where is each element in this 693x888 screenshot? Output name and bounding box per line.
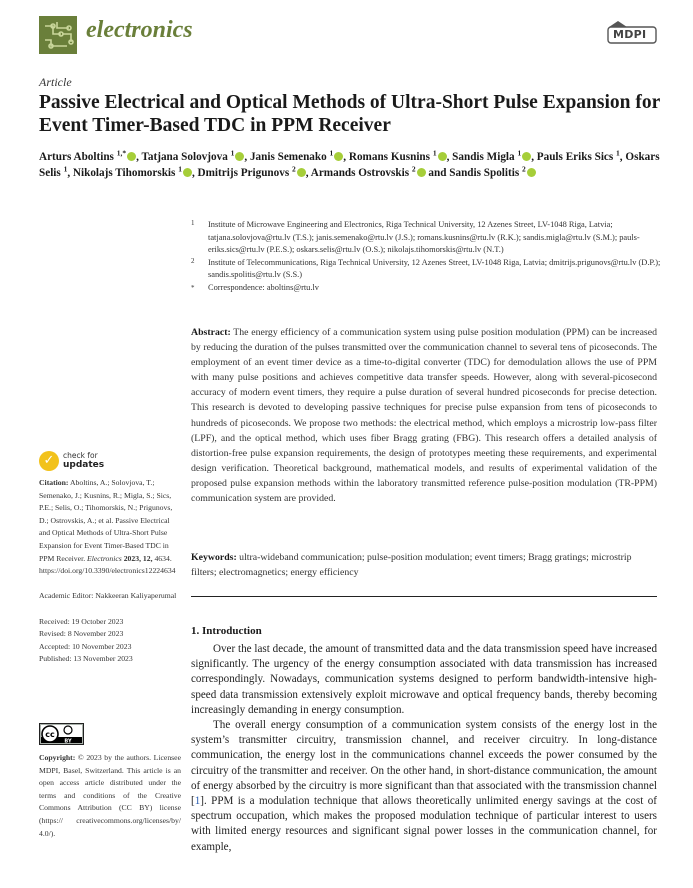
article-type: Article: [39, 75, 72, 89]
affiliation-number: *: [191, 283, 195, 292]
author[interactable]: [452, 148, 531, 163]
orcid-icon[interactable]: [438, 152, 447, 161]
svg-text:cc: cc: [45, 730, 55, 739]
author-affiliation-sup: 1: [432, 148, 437, 158]
affiliation-2: [191, 257, 661, 282]
keywords-label: Keywords:: [191, 552, 237, 563]
author-affiliation-sup: 2: [522, 164, 526, 174]
author[interactable]: [39, 148, 136, 163]
author-affiliation-sup: 1: [178, 164, 182, 174]
mdpi-logo-icon: [607, 19, 657, 45]
sidebar-info: [39, 477, 181, 666]
affiliation-text: Correspondence: aboltins@rtu.lv: [208, 282, 319, 292]
author-affiliation-sup: 1,*: [116, 148, 127, 158]
divider: [191, 596, 657, 597]
affiliation-number: 1: [191, 219, 195, 227]
affiliation-text: Institute of Microwave Engineering and Electronics, Riga Technical University, 12 Azenes Street, LV-1048 Riga, Latvia; tatjana.solovjova@rtu.lv (T.S.); janis.semenako@rtu.lv (J.S.); romans.kusnins@rtu.lv (R.K.); sandis.migla@rtu.lv (S.M.); pauls-eriks.sics@rtu.lv (P.E.S.); oskars.selis@rtu.lv (O.S.); nikolajs.tihomorskis@rtu.lv (N.T.): [208, 220, 640, 255]
affiliation-1: [191, 219, 661, 257]
intro-paragraph-1: Over the last decade, the amount of transmitted data and the data transmission speed have increased significantly. The urgency of the energy consumption associated with data transmission has increased correspondingly. Nowadays, communication systems designed to perform bandwidth-intensive high-speed data transmission extensively exploit microwave and optical frequency bands, thereby becoming increasingly demanding in energy consumption.: [191, 643, 657, 716]
introduction-body: [191, 642, 657, 855]
abstract: [191, 325, 657, 506]
author-name: Armands Ostrovskis: [310, 167, 410, 179]
date-accepted: Accepted: 10 November 2023: [39, 641, 132, 651]
correspondence: [191, 282, 661, 295]
author-affiliation-sup: 1: [616, 148, 620, 158]
author-affiliation-sup: 2: [411, 164, 416, 174]
author-name: Romans Kusnins: [348, 151, 431, 163]
article-title: Passive Electrical and Optical Methods of Ultra-Short Pulse Expansion for Event Timer-Based TDC in PPM Receiver: [39, 92, 660, 136]
affiliations: [191, 219, 661, 295]
author[interactable]: [141, 148, 244, 163]
author[interactable]: [249, 148, 343, 163]
check-for-updates-button[interactable]: [39, 449, 103, 473]
svg-text:BY: BY: [64, 738, 72, 745]
section-heading: 1. Introduction: [191, 625, 262, 637]
author-affiliation-sup: 1: [230, 148, 235, 158]
orcid-icon[interactable]: [183, 168, 192, 177]
author[interactable]: [197, 164, 306, 179]
citation-label: Citation:: [39, 478, 69, 487]
affiliation-number: 2: [191, 256, 195, 265]
affiliation-text: Institute of Telecommunications, Riga Technical University, 12 Azenes Street, LV-1048 Riga, Latvia; dmitrijs.prigunovs@rtu.lv (D.P.); sandis.spolitis@rtu.lv (S.S.): [208, 257, 661, 280]
date-revised: Revised: 8 November 2023: [39, 629, 124, 639]
citation-journal: Electronics: [87, 553, 122, 563]
keywords-text: ultra-wideband communication; pulse-position modulation; event timers; Bragg gratings; microstrip filters; electromagnetics; energy efficiency: [191, 552, 632, 579]
orcid-icon[interactable]: [522, 152, 531, 161]
author[interactable]: [536, 148, 620, 163]
abstract-label: Abstract:: [191, 327, 231, 338]
citation-authors: Aboltins, A.; Solovjova, T.; Semenako, J.; Kusnins, R.; Migla, S.; Sics, P.E.; Selis, O.; Tihomorskis, N.; Prigunovs, D.; Ostrovskis, A.; et al. Passive Electrical and Optical Methods of Ultra-Short Pulse Expansion for Event Timer-Based TDC in PPM Receiver.: [39, 478, 173, 563]
author[interactable]: [72, 164, 192, 179]
author-affiliation-sup: 1: [517, 148, 522, 158]
orcid-icon[interactable]: [417, 168, 426, 177]
orcid-icon[interactable]: [334, 152, 343, 161]
copyright: [39, 752, 181, 840]
orcid-icon[interactable]: [297, 168, 306, 177]
author-name: Tatjana Solovjova: [141, 151, 228, 163]
intro-paragraph-2: [191, 718, 657, 855]
orcid-icon[interactable]: [527, 168, 536, 177]
author-name: Arturs Aboltins: [39, 151, 114, 163]
citation: [39, 477, 181, 578]
citation-doi-link[interactable]: 4634. https://doi.org/10.3390/electronics12224634: [39, 553, 176, 576]
check-updates-line2: updates: [63, 460, 105, 470]
journal-name: electronics: [86, 17, 193, 43]
journal-logo-icon: [39, 16, 77, 54]
author-name: Nikolajs Tihomorskis: [72, 167, 176, 179]
academic-editor: Academic Editor: Nakkeeran Kaliyaperumal: [39, 591, 177, 601]
author-list: Arturs Aboltins $^{1,*}$ , Tatjana Solovjova $^1$ , Janis Semenako $^1$ , Romans Kusnins $^1$ , Sandis Migla $^1$ , Pauls Eriks Sics $^1$, Oskars Selis $^1$, Nikolajs Tihomorskis $^1$ , Dmitrijs Prigunovs $^2$ , Armands Ostrovskis $^2$ and Sandis Spolitis $^2$: [39, 148, 660, 179]
intro-text: ]. PPM is a modulation technique that allows theoretically unlimited energy savings at the cost of spectrum occupation, which makes the proposed modulation technique of particular interest to users with limited energy resources and significant signal power losses in the communication channel, for example,: [191, 795, 657, 853]
abstract-text: The energy efficiency of a communication system using pulse position modulation (PPM) can be increased by reducing the duration of the pulses transmitted over the communication channel to several tens of picoseconds. The employment of an event timer device as a time-to-digital converter (TDC) for demodulation allows the use of PPM with many pulse positions and achieves competitive data transfer speeds. However, along with several-picosecond accuracy of modern event timers, they require a pulse duration of several hundred picoseconds for precise detection. This research is devoted to developing passive techniques for precise pulse expansion from tens of picoseconds to hundreds of picoseconds. We propose two methods: the electrical method, which employs a microstrip low-pass filter (LPF), and the optical method, which uses fiber Bragg grating (FBG). This research offers a detailed analysis of distortion-free pulse expansion requirements, the design of prototypes meeting these requirements, and experimental design verification. Theoretical background, mathematical models, and results of experimental validation of the proposed pulse expansion methods within the laboratory transmitted reference pulse-position modulation (TR-PPM) communication system are provided.: [191, 327, 657, 505]
author-affiliation-sup: 1: [63, 164, 68, 174]
author-name: Oskars Selis: [39, 151, 660, 179]
orcid-icon[interactable]: [127, 152, 136, 161]
check-updates-line1: check for: [63, 451, 98, 460]
date-published: Published: 13 November 2023: [39, 654, 133, 664]
author-name: Janis Semenako: [249, 151, 327, 163]
copyright-label: Copyright:: [39, 753, 76, 762]
publisher-name: MDPI: [613, 28, 647, 41]
reference-link[interactable]: 1: [194, 795, 201, 808]
date-received: Received: 19 October 2023: [39, 616, 124, 626]
author-name: Sandis Migla: [452, 151, 515, 163]
copyright-text: © 2023 by the authors. Licensee MDPI, Basel, Switzerland. This article is an open access article distributed under the terms and conditions of the Creative Commons Attribution (CC BY) license (https:// creativecommons.org/licenses/by/ 4.0/).: [39, 753, 181, 838]
author-name: Sandis Spolitis: [449, 167, 520, 179]
author-name: Dmitrijs Prigunovs: [197, 167, 290, 179]
author[interactable]: [310, 164, 426, 179]
citation-year-vol: 2023, 12,: [123, 553, 153, 563]
author-affiliation-sup: 1: [329, 148, 334, 158]
orcid-icon[interactable]: [235, 152, 244, 161]
author-affiliation-sup: 2: [292, 164, 296, 174]
check-updates-icon: ✓: [39, 451, 59, 471]
author[interactable]: [449, 164, 536, 179]
cc-by-license-icon[interactable]: [39, 723, 84, 745]
author-name: Pauls Eriks Sics: [536, 151, 614, 163]
author[interactable]: [348, 148, 447, 163]
keywords: [191, 550, 657, 580]
intro-text: The overall energy consumption of a communication system consists of the energy lost in the system’s transmitter circuitry, transmission channel, and receiver circuitry. In long-distance communication, the energy lost in the communications channel exceeds the power consumed by the circuitry of the transmitter and receiver. On the other hand, in short-distance communication, the amount of energy absorbed by the circuitry is more significant than that associated with the transmission channel [: [191, 719, 657, 808]
